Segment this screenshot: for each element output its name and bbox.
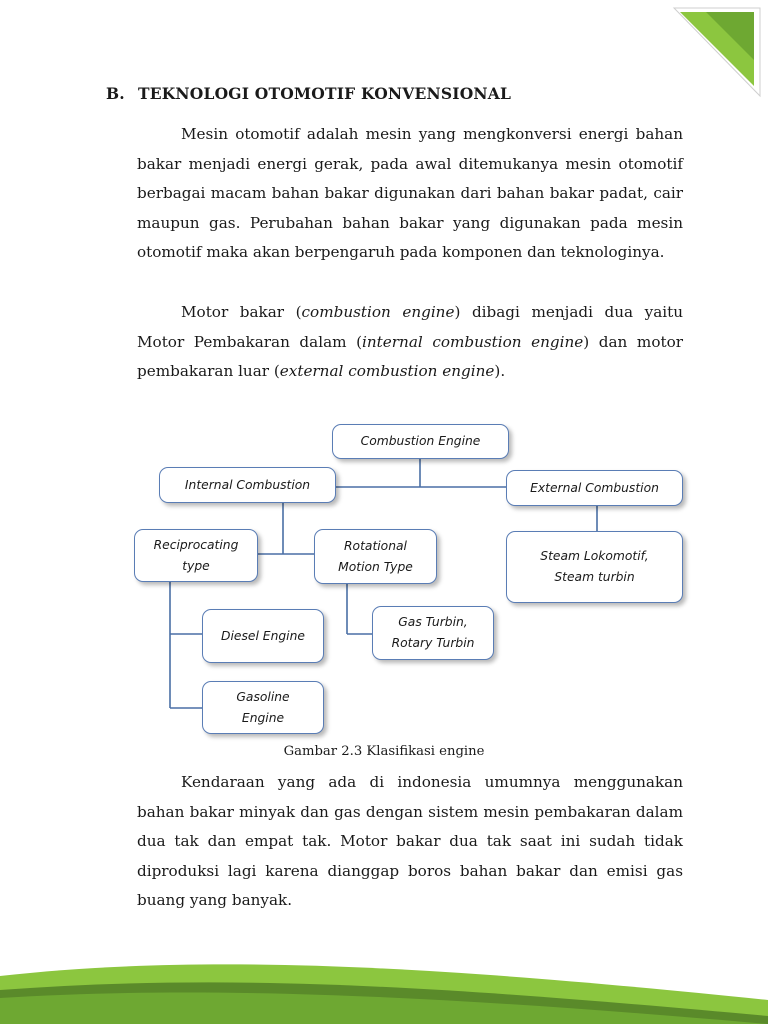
node-gasoline-engine: Gasoline Engine	[202, 681, 324, 734]
term-external-combustion-engine: external combustion engine	[279, 362, 495, 381]
node-reciprocating-type: Reciprocating type	[134, 529, 258, 582]
term-combustion-engine: combustion engine	[301, 303, 455, 321]
node-steam: Steam Lokomotif, Steam turbin	[506, 531, 683, 603]
node-combustion-engine: Combustion Engine	[332, 424, 509, 459]
corner-decoration	[668, 0, 768, 100]
node-gas-turbin: Gas Turbin, Rotary Turbin	[372, 606, 494, 660]
node-internal-combustion: Internal Combustion	[159, 467, 336, 503]
paragraph-motor-bakar: Motor bakar (combustion engine) dibagi menjadi dua yaitu Motor Pembakaran dalam (internal combustion engine) dan motor pembakaran luar (external combustion engine).	[137, 303, 684, 381]
footer-wave-decoration	[0, 954, 768, 1024]
section-heading	[106, 84, 511, 103]
node-diesel-engine: Diesel Engine	[202, 609, 324, 663]
node-rotational-motion-type: Rotational Motion Type	[314, 529, 437, 584]
node-external-combustion: External Combustion	[506, 470, 683, 506]
figure-caption: Gambar 2.3 Klasifikasi engine	[283, 744, 485, 759]
paragraph-intro: Mesin otomotif adalah mesin yang mengkonversi energi bahan bakar menjadi energi gerak, pada awal ditemukanya mesin otomotif berbagai macam bahan bakar digunakan dari bahan bakar padat, cair maupun gas. Perubahan bahan bakar yang digunakan pada mesin otomotif maka akan berpengaruh pada komponen dan teknologinya.	[137, 125, 683, 262]
paragraph-kendaraan: Kendaraan yang ada di indonesia umumnya menggunakan bahan bakar minyak dan gas dengan sistem mesin pembakaran dalam dua tak dan empat tak. Motor bakar dua tak saat ini sudah tidak diproduksi lagi karena dianggap boros bahan bakar dan emisi gas buang yang banyak.	[137, 773, 683, 910]
term-internal-combustion-engine: internal combustion engine	[362, 332, 584, 351]
section-title: TEKNOLOGI OTOMOTIF KONVENSIONAL	[138, 84, 512, 103]
section-number: B.	[106, 84, 125, 103]
